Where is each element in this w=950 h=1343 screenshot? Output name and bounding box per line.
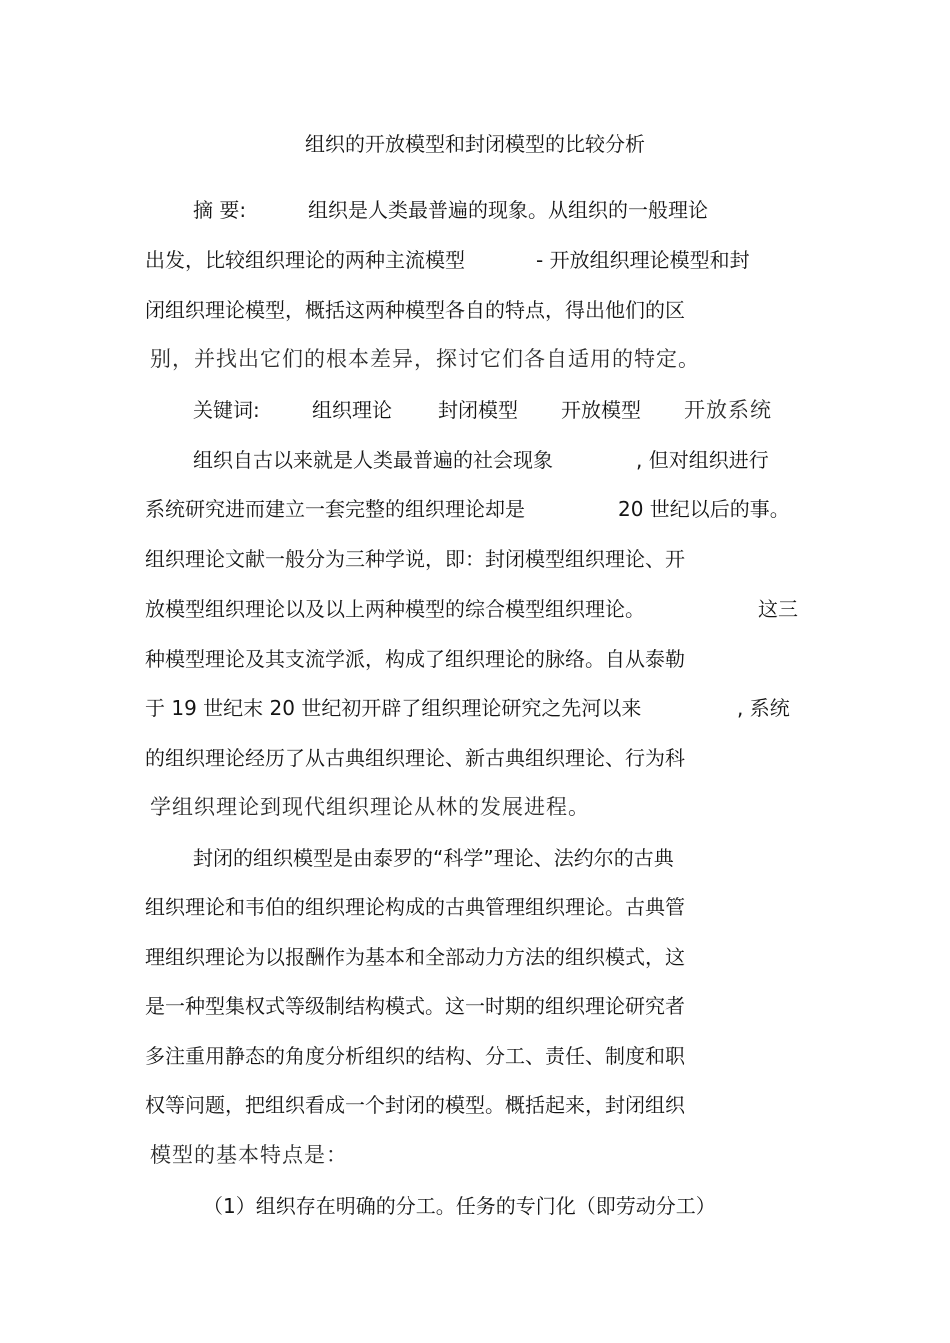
body-text: 组织理论文献一般分为三种学说，即：封闭模型组织理论、开 [145,547,685,571]
paragraph-1-line-2 [0,495,950,523]
body-text: 多注重用静态的角度分析组织的结构、分工、责任、制度和职 [145,1044,685,1068]
paragraph-2-line-7 [0,1141,950,1169]
paragraph-1-line-3 [0,545,950,573]
body-text: 于 19 世纪末 20 世纪初开辟了组织理论研究之先河以来 [145,696,642,720]
body-text: 组织自古以来就是人类最普遍的社会现象 [193,448,553,472]
body-text: , 系统 [737,696,790,720]
paragraph-2-line-5 [0,1042,950,1070]
body-text: 封闭的组织模型是由泰罗的“科学”理论、法约尔的古典 [193,846,674,870]
body-text: 种模型理论及其支流学派，构成了组织理论的脉络。自从泰勒 [145,647,685,671]
body-text: 这三 [758,597,798,621]
abstract-text: 闭组织理论模型，概括这两种模型各自的特点，得出他们的区 [145,298,685,322]
abstract-line-1 [0,196,950,224]
abstract-text: 组织是人类最普遍的现象。从组织的一般理论 [308,198,708,222]
body-text: 组织理论和韦伯的组织理论构成的古典管理组织理论。古典管 [145,895,685,919]
body-text: 系统研究进而建立一套完整的组织理论却是 [145,497,525,521]
abstract-text: 出发，比较组织理论的两种主流模型 [145,248,465,272]
body-text: 权等问题，把组织看成一个封闭的模型。概括起来，封闭组织 [145,1093,685,1117]
keyword: 封闭模型 [438,398,518,422]
abstract-line-4 [0,345,950,373]
paragraph-1-line-4 [0,595,950,623]
body-text: 20 世纪以后的事。 [618,497,790,521]
body-text: 是一种型集权式等级制结构模式。这一时期的组织理论研究者 [145,994,685,1018]
abstract-label: 摘 要: [193,198,247,222]
paragraph-2-line-4 [0,992,950,1020]
paragraph-1-line-7 [0,744,950,772]
keywords-label: 关键词: [193,398,260,422]
keyword: 开放系统 [684,398,772,422]
paragraph-2-line-6 [0,1091,950,1119]
body-text: 的组织理论经历了从古典组织理论、新古典组织理论、行为科 [145,746,685,770]
abstract-text: - 开放组织理论模型和封 [536,248,750,272]
paragraph-2-line-1 [0,844,950,872]
paragraph-1-line-6 [0,694,950,722]
document-title: 组织的开放模型和封闭模型的比较分析 [305,132,645,156]
paragraph-1-line-1 [0,446,950,474]
body-text: , 但对组织进行 [636,448,769,472]
body-text: 学组织理论到现代组织理论从林的发展进程。 [150,795,590,819]
abstract-line-3 [0,296,950,324]
paragraph-1-line-5 [0,645,950,673]
paragraph-3-line-1 [0,1192,950,1220]
paragraph-2-line-3 [0,943,950,971]
keyword: 组织理论 [312,398,392,422]
body-text: 理组织理论为以报酬作为基本和全部动力方法的组织模式，这 [145,945,685,969]
body-text: 模型的基本特点是： [150,1143,348,1167]
paragraph-1-line-8 [0,793,950,821]
body-text: （1）组织存在明确的分工。任务的专门化（即劳动分工） [203,1194,716,1218]
abstract-text: 别，并找出它们的根本差异，探讨它们各自适用的特定。 [150,347,700,371]
paragraph-2-line-2 [0,893,950,921]
body-text: 放模型组织理论以及以上两种模型的综合模型组织理论。 [145,597,645,621]
keyword: 开放模型 [561,398,641,422]
keywords-line [0,396,950,424]
abstract-line-2 [0,246,950,274]
